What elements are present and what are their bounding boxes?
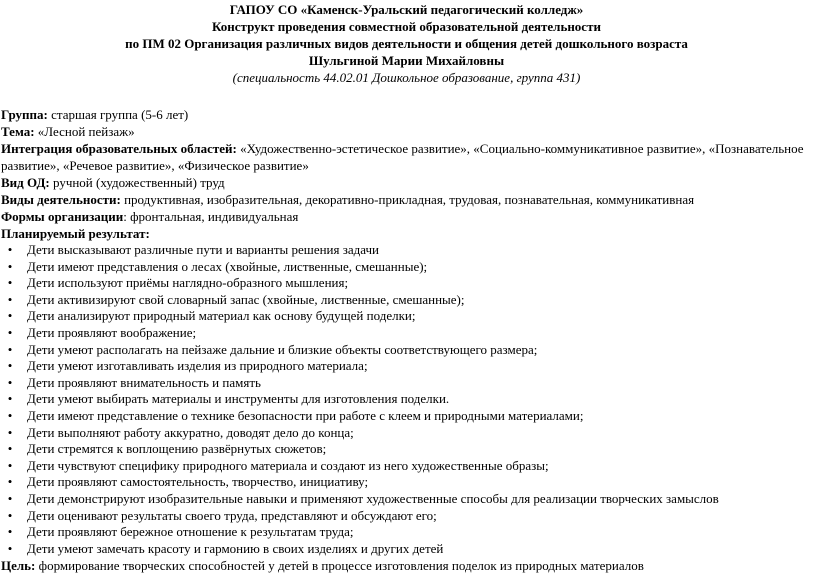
result-text: Дети умеют располагать на пейзаже дальние и близкие объекты соответствующего размера; xyxy=(27,341,538,357)
goal-value: формирование творческих способностей у детей в процессе изготовления поделок из природных материалов xyxy=(35,558,644,574)
list-item xyxy=(1,358,812,375)
bullet-icon: • xyxy=(7,424,13,440)
result-text: Дети стремятся к воплощению развёрнутых сюжетов; xyxy=(27,441,327,457)
result-text: Дети имеют представления о лесах (хвойные, лиственные, смешанные); xyxy=(27,258,428,274)
bullet-icon: • xyxy=(7,291,13,307)
list-item xyxy=(1,292,812,309)
result-text: Дети оценивают результаты своего труда, представляют и обсуждают его; xyxy=(27,507,437,523)
group-value: старшая группа (5-6 лет) xyxy=(47,107,189,122)
bullet-icon: • xyxy=(7,407,13,423)
planned-result-heading xyxy=(1,225,812,242)
bullet-icon: • xyxy=(7,374,13,390)
group-line xyxy=(1,106,812,123)
list-item xyxy=(1,524,812,541)
theme-value: «Лесной пейзаж» xyxy=(34,124,135,139)
module-title: по ПМ 02 Организация различных видов деятельности и общения детей дошкольного возраста xyxy=(125,36,688,51)
activities-value: продуктивная, изобразительная, декоративно-прикладная, трудовая, познавательная, коммуникативная xyxy=(120,192,695,207)
bullet-icon: • xyxy=(7,507,13,523)
forms-line xyxy=(1,208,812,225)
list-item xyxy=(1,408,812,425)
specialty-line: (специальность 44.02.01 Дошкольное образование, группа 431) xyxy=(232,70,581,85)
result-text: Дети проявляют внимательность и память xyxy=(27,374,261,390)
result-text: Дети демонстрируют изобразительные навыки и применяют художественные способы для реализации творческих замыслов xyxy=(27,490,719,506)
result-text: Дети высказывают различные пути и варианты решения задачи xyxy=(27,242,379,257)
document-header xyxy=(1,1,812,86)
bullet-icon: • xyxy=(7,258,13,274)
result-text: Дети анализируют природный материал как основу будущей поделки; xyxy=(27,308,416,324)
list-item xyxy=(1,391,812,408)
bullet-icon: • xyxy=(7,242,13,257)
theme-line xyxy=(1,123,812,140)
bullet-icon: • xyxy=(7,324,13,340)
goal-line xyxy=(1,557,812,574)
result-text: Дети проявляют воображение; xyxy=(27,324,197,340)
results-list xyxy=(1,242,812,557)
result-text: Дети имеют представление о технике безопасности при работе с клеем и природными материалами; xyxy=(27,407,584,423)
author-name: Шульгиной Марии Михайловны xyxy=(308,53,505,68)
list-item xyxy=(1,259,812,276)
list-item xyxy=(1,474,812,491)
list-item xyxy=(1,325,812,342)
group-label: Группа: xyxy=(1,107,48,122)
bullet-icon: • xyxy=(7,474,13,490)
bullet-icon: • xyxy=(7,275,13,291)
activities-line xyxy=(1,191,812,208)
result-text: Дети используют приёмы наглядно-образного мышления; xyxy=(27,275,349,291)
list-item xyxy=(1,275,812,292)
list-item xyxy=(1,308,812,325)
bullet-icon: • xyxy=(7,391,13,407)
goal-label: Цель: xyxy=(1,558,36,574)
result-text: Дети выполняют работу аккуратно, доводят дело до конца; xyxy=(27,424,354,440)
list-item xyxy=(1,441,812,458)
result-text: Дети умеют изготавливать изделия из природного материала; xyxy=(27,358,368,374)
bullet-icon: • xyxy=(7,540,13,556)
result-text: Дети активизируют свой словарный запас (хвойные, лиственные, смешанные); xyxy=(27,291,465,307)
construct-title: Конструкт проведения совместной образовательной деятельности xyxy=(212,19,601,34)
forms-label: Формы организации xyxy=(1,209,124,224)
theme-label: Тема: xyxy=(1,124,35,139)
list-item xyxy=(1,425,812,442)
institution-title: ГАПОУ СО «Каменск-Уральский педагогический колледж» xyxy=(229,2,584,17)
bullet-icon: • xyxy=(7,341,13,357)
bullet-icon: • xyxy=(7,457,13,473)
od-value: ручной (художественный) труд xyxy=(49,175,225,190)
result-text: Дети чувствуют специфику природного материала и создают из него художественные образы; xyxy=(27,457,549,473)
result-text: Дети умеют выбирать материалы и инструменты для изготовления поделки. xyxy=(27,391,450,407)
list-item xyxy=(1,541,812,558)
bullet-icon: • xyxy=(7,358,13,374)
list-item xyxy=(1,458,812,475)
list-item xyxy=(1,342,812,359)
result-text: Дети умеют замечать красоту и гармонию в своих изделиях и других детей xyxy=(27,540,444,556)
result-text: Дети проявляют бережное отношение к результатам труда; xyxy=(27,524,354,540)
integration-label: Интеграция образовательных областей: xyxy=(1,141,237,156)
bullet-icon: • xyxy=(7,441,13,457)
planned-label: Планируемый результат: xyxy=(1,226,150,241)
od-label: Вид ОД: xyxy=(1,175,50,190)
activities-label: Виды деятельности: xyxy=(1,192,121,207)
list-item xyxy=(1,508,812,525)
od-line xyxy=(1,174,812,191)
bullet-icon: • xyxy=(7,490,13,506)
integration-value: «Художественно-эстетическое развитие», «Социально-коммуникативное развитие», «Познавательное развитие», «Речевое развитие», «Физическое развитие» xyxy=(1,141,804,173)
forms-value: : фронтальная, индивидуальная xyxy=(123,209,299,224)
bullet-icon: • xyxy=(7,524,13,540)
bullet-icon: • xyxy=(7,308,13,324)
list-item xyxy=(1,242,812,259)
integration-line xyxy=(1,140,812,174)
list-item xyxy=(1,491,812,508)
result-text: Дети проявляют самостоятельность, творчество, инициативу; xyxy=(27,474,369,490)
list-item xyxy=(1,375,812,392)
